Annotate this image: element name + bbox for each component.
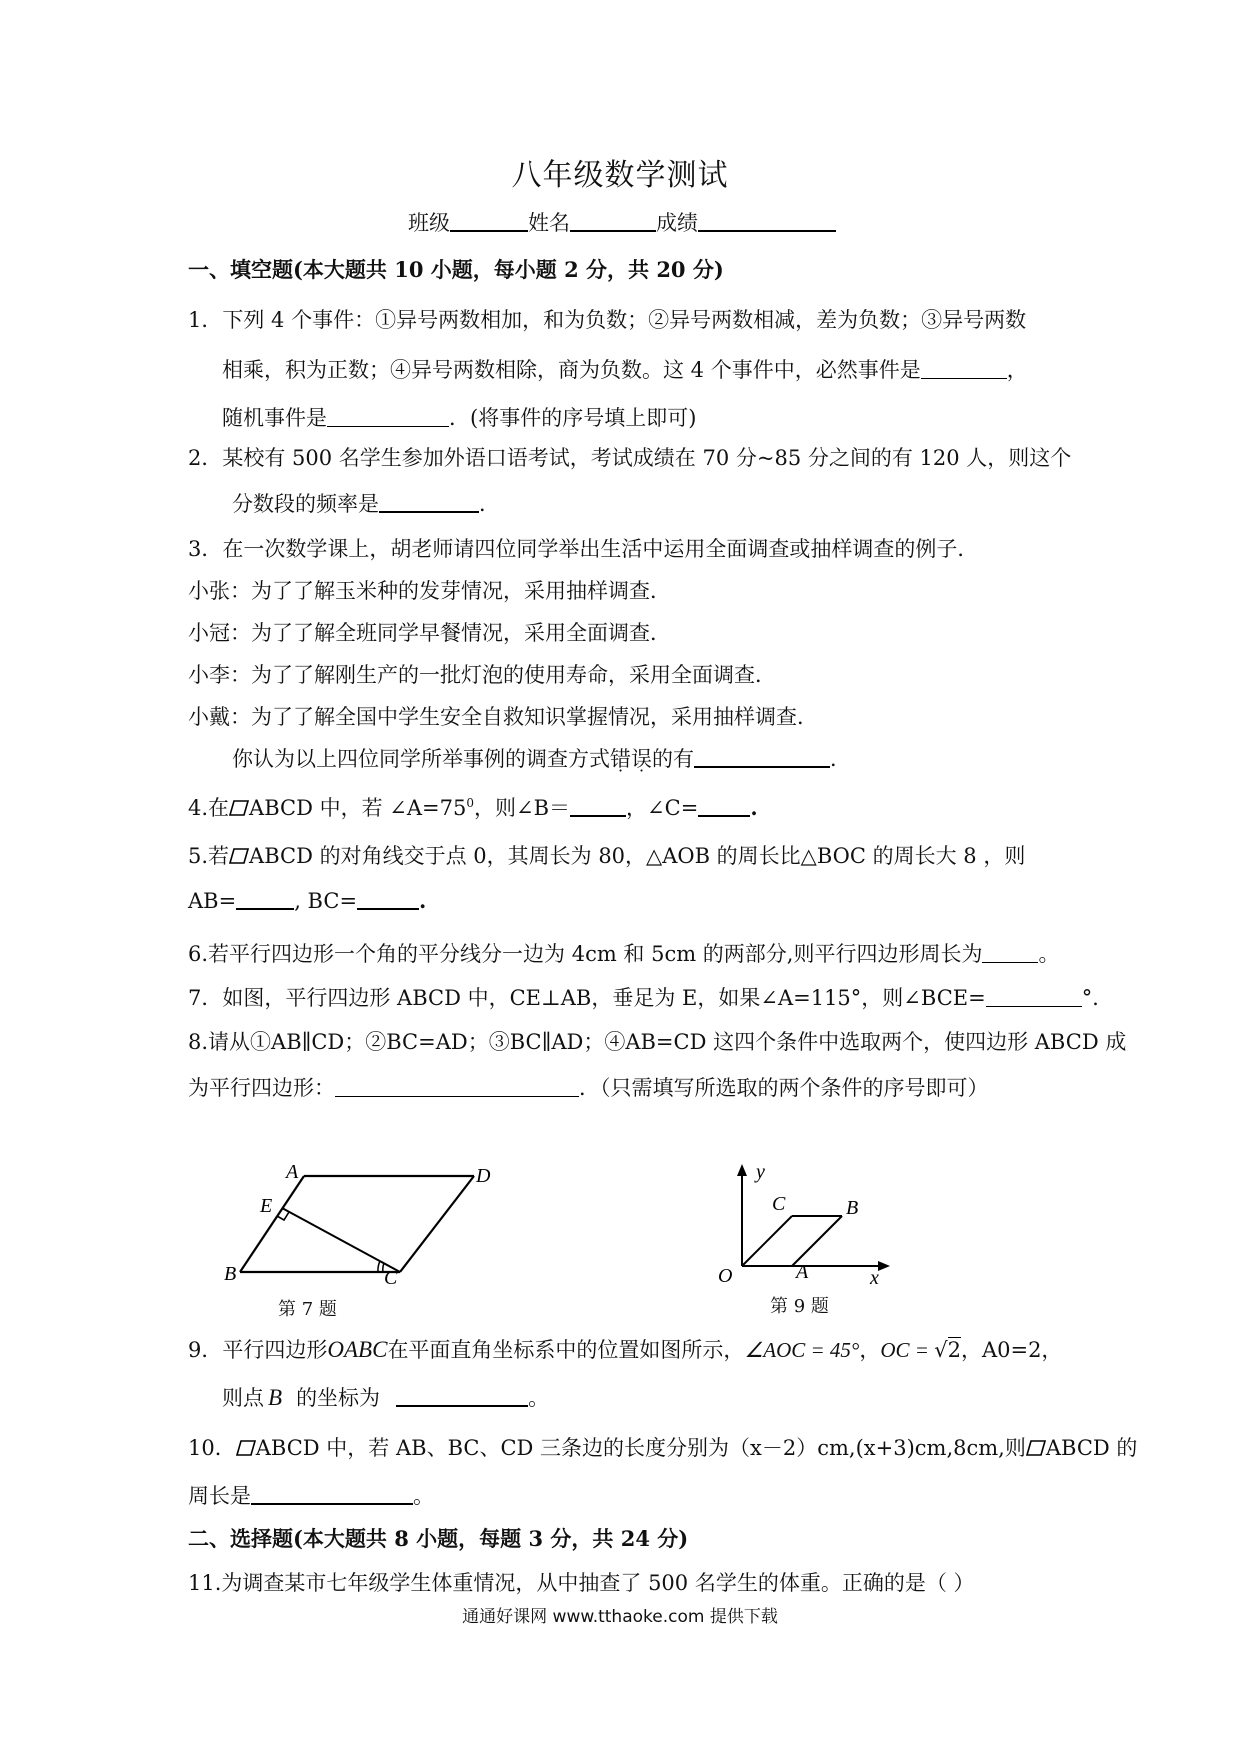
q10-line1: 10． ABCD 中，若 AB、BC、CD 三条边的长度分别为（x－2）cm,(x+3)cm,8cm,则 ABCD 的 (188, 1436, 1138, 1460)
score-label: 成绩 (656, 211, 698, 235)
q6-blank (982, 942, 1038, 963)
q3-statement-li: 小李：为了了解刚生产的一批灯泡的使用寿命，采用全面调查． (188, 663, 776, 687)
q2-line2: 分数段的频率是 ． (232, 492, 500, 516)
class-blank (450, 208, 528, 232)
q9-blank (396, 1385, 528, 1407)
figure-9-coordinate-parallelogram (712, 1160, 902, 1289)
q5-bc-blank (357, 888, 419, 910)
q3-statement-dai: 小戴：为了了解全国中学生安全自救知识掌握情况，采用抽样调查． (188, 705, 818, 729)
q2-line1: 2．某校有 500 名学生参加外语口语考试，考试成绩在 70 分~85 分之间的有 120 人，则这个 (188, 446, 1072, 470)
q4-angle-b-blank (570, 795, 626, 817)
fig9-label-o: O (718, 1265, 733, 1287)
fig9-label-y: y (756, 1161, 765, 1183)
q10-line2: 周长是 。 (188, 1484, 434, 1508)
section2-heading: 二、选择题(本大题共 8 小题，每题 3 分，共 24 分) (188, 1526, 689, 1551)
parallelogram-symbol (1026, 1439, 1046, 1457)
q3-line1: 3．在一次数学课上，胡老师请四位同学举出生活中运用全面调查或抽样调查的例子． (188, 537, 979, 561)
q1-random-blank (327, 406, 449, 427)
score-blank (698, 208, 836, 232)
fig7-label-d: D (476, 1165, 491, 1187)
q3-statement-guan: 小冠：为了了解全班同学早餐情况，采用全面调查． (188, 621, 671, 645)
name-blank (570, 208, 656, 232)
q9-line1: 9．平行四边形OABC在平面直角坐标系中的位置如图所示，∠AOC = 45°，OC = √2，A0=2， (188, 1337, 1063, 1362)
q7-line: 7．如图，平行四边形 ABCD 中，CE⊥AB，垂足为 E，如果∠A=115°，则∠BCE= °． (188, 986, 1114, 1010)
q5-ab-blank (236, 888, 294, 910)
q1-certain-blank (921, 358, 1007, 379)
parallelogram-symbol (236, 1439, 256, 1457)
fig7-label-a: A (286, 1161, 299, 1183)
fig7-label-e: E (260, 1195, 273, 1217)
fig9-label-x: x (870, 1267, 879, 1289)
q3-statement-zhang: 小张：为了了解玉米种的发芽情况，采用抽样调查． (188, 579, 671, 603)
page-footer: 通通好课网 www.tthaoke.com 提供下载 (462, 1607, 778, 1627)
q10-blank (251, 1483, 413, 1505)
q3-blank (694, 746, 830, 768)
q11-line: 11.为调查某市七年级学生体重情况，从中抽查了 500 名学生的体重。正确的是（ ） (188, 1571, 975, 1595)
fig9-label-b: B (846, 1197, 859, 1219)
parallelogram-symbol (229, 799, 249, 817)
q2-blank (379, 491, 479, 513)
q1-line1: 1．下列 4 个事件：①异号两数相加，和为负数；②异号两数相减，差为负数；③异号两数 (188, 308, 1027, 332)
q5-line1: 5.若 ABCD 的对角线交于点 0，其周长为 80，△AOB 的周长比△BOC 的周长大 8 ，则 (188, 844, 1026, 868)
q8-line1: 8.请从①AB∥CD；②BC=AD；③BC∥AD；④AB=CD 这四个条件中选取两个，使四边形 ABCD 成 (188, 1030, 1127, 1054)
fig7-label-b: B (224, 1263, 237, 1285)
q7-blank (986, 986, 1082, 1007)
section1-heading: 一、填空题(本大题共 10 小题，每小题 2 分，共 20 分) (188, 257, 724, 282)
parallelogram-symbol (229, 847, 249, 865)
student-info-row (408, 207, 836, 237)
figure-9-caption: 第 9 题 (770, 1296, 829, 1317)
q4-line: 4.在 ABCD 中，若 $\angle A=75^0$，则∠B＝ ，∠C= . (188, 795, 758, 820)
figure-7-parallelogram (220, 1161, 491, 1289)
q1-line3: 随机事件是 ．(将事件的序号填上即可) (222, 406, 697, 430)
sqrt-symbol: √ (934, 1338, 948, 1362)
fig9-label-a: A (796, 1261, 809, 1283)
q5-line2: AB= , BC= . (188, 888, 427, 913)
q9-line2: 则点 B 的坐标为 。 (222, 1385, 550, 1410)
q3-question: 你认为以上四位同学所举事例的调查方式错误的有 ． (232, 747, 851, 771)
name-label: 姓名 (528, 211, 570, 235)
figure-7-caption: 第 7 题 (278, 1299, 337, 1320)
q8-line2: 为平行四边形： ．（只需填写所选取的两个条件的序号即可） (188, 1076, 989, 1100)
q4-angle-c-blank (698, 795, 750, 817)
q6-line: 6.若平行四边形一个角的平分线分一边为 4cm 和 5cm 的两部分,则平行四边形周长为 。 (188, 942, 1060, 966)
page-title: 八年级数学测试 (511, 158, 729, 193)
q8-blank (335, 1076, 579, 1097)
fig9-label-c: C (772, 1193, 786, 1215)
q1-line2: 相乘，积为正数；④异号两数相除，商为负数。这 4 个事件中，必然事件是 ， (222, 358, 1028, 382)
fig7-label-c: C (384, 1267, 398, 1289)
class-label: 班级 (408, 211, 450, 235)
